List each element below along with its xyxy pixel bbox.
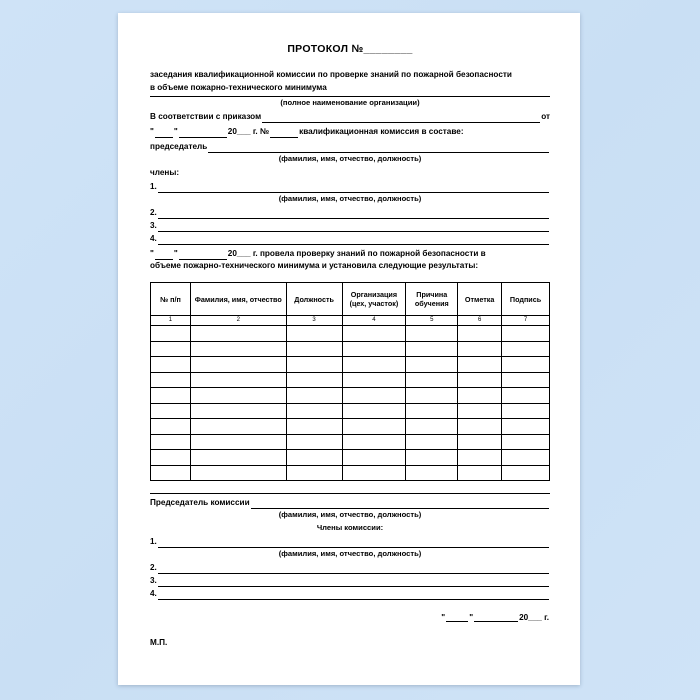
cell[interactable] (286, 434, 342, 450)
cell[interactable] (458, 465, 502, 481)
cell[interactable] (458, 357, 502, 373)
document-body (150, 43, 550, 647)
cell[interactable] (286, 341, 342, 357)
check-text-2: объеме пожарно-технического минимума и установила следующие результаты: (150, 260, 479, 270)
cell[interactable] (190, 419, 286, 435)
cell[interactable] (286, 372, 342, 388)
cell[interactable] (151, 403, 191, 419)
member-row-2 (150, 207, 550, 219)
cell[interactable] (190, 326, 286, 342)
cell[interactable] (190, 388, 286, 404)
header-no: № п/п (151, 283, 191, 316)
header-fio: Фамилия, имя, отчество (190, 283, 286, 316)
cell[interactable] (342, 434, 406, 450)
cell[interactable] (406, 341, 458, 357)
org-name-caption: (полное наименование организации) (280, 98, 420, 107)
org-name-rule (150, 96, 550, 97)
cell[interactable] (406, 419, 458, 435)
cell[interactable] (502, 419, 550, 435)
cell[interactable] (151, 419, 191, 435)
cell[interactable] (342, 357, 406, 373)
cell[interactable] (151, 326, 191, 342)
member-row-3 (150, 220, 550, 232)
chairman-footer-caption: (фамилия, имя, отчество, должность) (278, 510, 422, 519)
cell[interactable] (286, 419, 342, 435)
table-row[interactable] (151, 419, 550, 435)
table-row[interactable] (151, 434, 550, 450)
footer-member-number-2: 2. (150, 563, 157, 572)
cell[interactable] (151, 341, 191, 357)
sign-day-field[interactable] (446, 612, 468, 622)
column-number-1: 1 (151, 316, 191, 326)
sign-date-line (150, 612, 550, 622)
order-number-field[interactable] (262, 113, 540, 123)
table-row[interactable] (151, 372, 550, 388)
table-body (151, 326, 550, 481)
cell[interactable] (190, 357, 286, 373)
members-footer-list (150, 536, 550, 600)
table-row[interactable] (151, 403, 550, 419)
column-number-7: 7 (502, 316, 550, 326)
signatures-section (150, 493, 550, 647)
footer-member-number-3: 3. (150, 576, 157, 585)
commission-text: квалификационная комиссия в составе: (299, 127, 464, 136)
member-field-3[interactable] (158, 222, 549, 232)
footer-member-row-4 (150, 588, 550, 600)
footer-member-field-2[interactable] (158, 564, 549, 574)
table-row[interactable] (151, 388, 550, 404)
cell[interactable] (151, 357, 191, 373)
column-number-5: 5 (406, 316, 458, 326)
cell[interactable] (190, 372, 286, 388)
member-row-1 (150, 181, 550, 193)
cell[interactable] (406, 434, 458, 450)
order-date-line (150, 126, 550, 138)
cell[interactable] (286, 450, 342, 466)
page-title: ПРОТОКОЛ №________ (287, 43, 413, 55)
cell[interactable] (406, 403, 458, 419)
member-row-4 (150, 233, 550, 245)
footer-member-row-2 (150, 562, 550, 574)
table-row[interactable] (151, 357, 550, 373)
cell[interactable] (151, 372, 191, 388)
date-quote-close: " (173, 127, 178, 136)
column-number-6: 6 (458, 316, 502, 326)
cell[interactable] (286, 403, 342, 419)
table-row[interactable] (151, 326, 550, 342)
member-number-2: 2. (150, 207, 157, 217)
cell[interactable] (190, 403, 286, 419)
cell[interactable] (502, 465, 550, 481)
cell[interactable] (502, 450, 550, 466)
cell[interactable] (190, 450, 286, 466)
date-day-field[interactable] (155, 128, 173, 138)
header-organization-line2: (цех, участок) (349, 299, 399, 308)
check-quote-open: " (150, 248, 154, 258)
cell[interactable] (406, 450, 458, 466)
cell[interactable] (458, 434, 502, 450)
header-reason (406, 283, 458, 316)
table-row[interactable] (151, 450, 550, 466)
cell[interactable] (286, 357, 342, 373)
chairman-label: председатель (150, 142, 208, 151)
cell[interactable] (286, 326, 342, 342)
chairman-line (150, 141, 550, 153)
footer-member-caption: (фамилия, имя, отчество, должность) (278, 549, 422, 558)
header-reason-line2: обучения (414, 299, 449, 308)
cell[interactable] (151, 465, 191, 481)
check-date-line (150, 248, 550, 260)
order-from-label: от (541, 112, 550, 121)
column-number-2: 2 (190, 316, 286, 326)
cell[interactable] (502, 326, 550, 342)
cell[interactable] (502, 341, 550, 357)
member-field-1[interactable] (158, 183, 549, 193)
header-reason-line1: Причина (416, 290, 448, 299)
footer-member-field-3[interactable] (158, 577, 549, 587)
chairman-footer-field[interactable] (251, 499, 549, 509)
footer-member-number-4: 4. (150, 589, 157, 598)
table-row[interactable] (151, 465, 550, 481)
header-position: Должность (286, 283, 342, 316)
footer-member-field-4[interactable] (158, 590, 549, 600)
member-field-2[interactable] (158, 209, 549, 219)
cell[interactable] (190, 465, 286, 481)
results-table (150, 282, 550, 481)
cell[interactable] (342, 450, 406, 466)
member-fio-caption: (фамилия, имя, отчество, должность) (278, 193, 422, 203)
cell[interactable] (190, 341, 286, 357)
subtitle-line-2: в объеме пожарно-технического минимума (150, 82, 327, 92)
cell[interactable] (151, 434, 191, 450)
cell[interactable] (458, 450, 502, 466)
footer-member-number-1: 1. (150, 537, 157, 546)
footer-member-row-3 (150, 575, 550, 587)
chairman-footer-rule (150, 493, 550, 494)
order-line (150, 111, 550, 123)
check-day-field[interactable] (155, 250, 173, 260)
chairman-field[interactable] (208, 143, 549, 153)
cell[interactable] (458, 341, 502, 357)
chairman-footer-line (150, 497, 550, 509)
footer-member-row-1 (150, 536, 550, 548)
order-label: В соответствии с приказом (150, 112, 262, 121)
table-column-numbers-row (151, 316, 550, 326)
column-number-4: 4 (342, 316, 406, 326)
date-month-field[interactable] (179, 128, 227, 138)
cell[interactable] (342, 341, 406, 357)
cell[interactable] (342, 326, 406, 342)
chairman-footer-label: Председатель комиссии (150, 498, 250, 507)
sign-quote-close: " (469, 613, 474, 622)
header-signature: Подпись (502, 283, 550, 316)
cell[interactable] (502, 372, 550, 388)
cell[interactable] (458, 419, 502, 435)
check-quote-close: " (173, 248, 178, 258)
cell[interactable] (190, 434, 286, 450)
cell[interactable] (406, 326, 458, 342)
order-no-field[interactable] (270, 128, 298, 138)
member-number-1: 1. (150, 181, 157, 191)
cell[interactable] (342, 372, 406, 388)
cell[interactable] (151, 388, 191, 404)
header-organization (342, 283, 406, 316)
cell[interactable] (458, 326, 502, 342)
stamp-place-label: М.П. (150, 638, 168, 647)
sign-month-field[interactable] (474, 612, 518, 622)
cell[interactable] (502, 357, 550, 373)
member-number-4: 4. (150, 233, 157, 243)
cell[interactable] (458, 372, 502, 388)
column-number-3: 3 (286, 316, 342, 326)
subtitle-line-1: заседания квалификационной комиссии по проверке знаний по пожарной безопасности (150, 70, 512, 79)
header-mark: Отметка (458, 283, 502, 316)
header-organization-line1: Организация (350, 290, 398, 299)
cell[interactable] (406, 372, 458, 388)
check-text: 20___ г. провела проверку знаний по пожарной безопасности в (227, 248, 486, 258)
member-field-4[interactable] (158, 235, 549, 245)
cell[interactable] (406, 465, 458, 481)
cell[interactable] (502, 388, 550, 404)
cell[interactable] (502, 434, 550, 450)
table-row[interactable] (151, 341, 550, 357)
cell[interactable] (286, 465, 342, 481)
member-number-3: 3. (150, 220, 157, 230)
cell[interactable] (406, 357, 458, 373)
cell[interactable] (151, 450, 191, 466)
cell[interactable] (406, 388, 458, 404)
cell[interactable] (458, 403, 502, 419)
members-label: члены: (150, 168, 180, 177)
members-list (150, 181, 550, 245)
date-quote-open: " (150, 127, 154, 136)
document-sheet (118, 13, 580, 685)
cell[interactable] (342, 465, 406, 481)
date-year-label: 20___ г. № (227, 127, 270, 136)
chairman-fio-caption: (фамилия, имя, отчество, должность) (278, 154, 422, 163)
cell[interactable] (458, 388, 502, 404)
cell[interactable] (502, 403, 550, 419)
sign-year-label: 20___ г. (519, 613, 549, 622)
sign-quote-open: " (441, 613, 446, 622)
members-footer-label: Члены комиссии: (316, 523, 384, 532)
footer-member-field-1[interactable] (158, 538, 549, 548)
cell[interactable] (342, 388, 406, 404)
cell[interactable] (342, 403, 406, 419)
table-header-row (151, 283, 550, 316)
cell[interactable] (342, 419, 406, 435)
cell[interactable] (286, 388, 342, 404)
check-month-field[interactable] (179, 250, 227, 260)
